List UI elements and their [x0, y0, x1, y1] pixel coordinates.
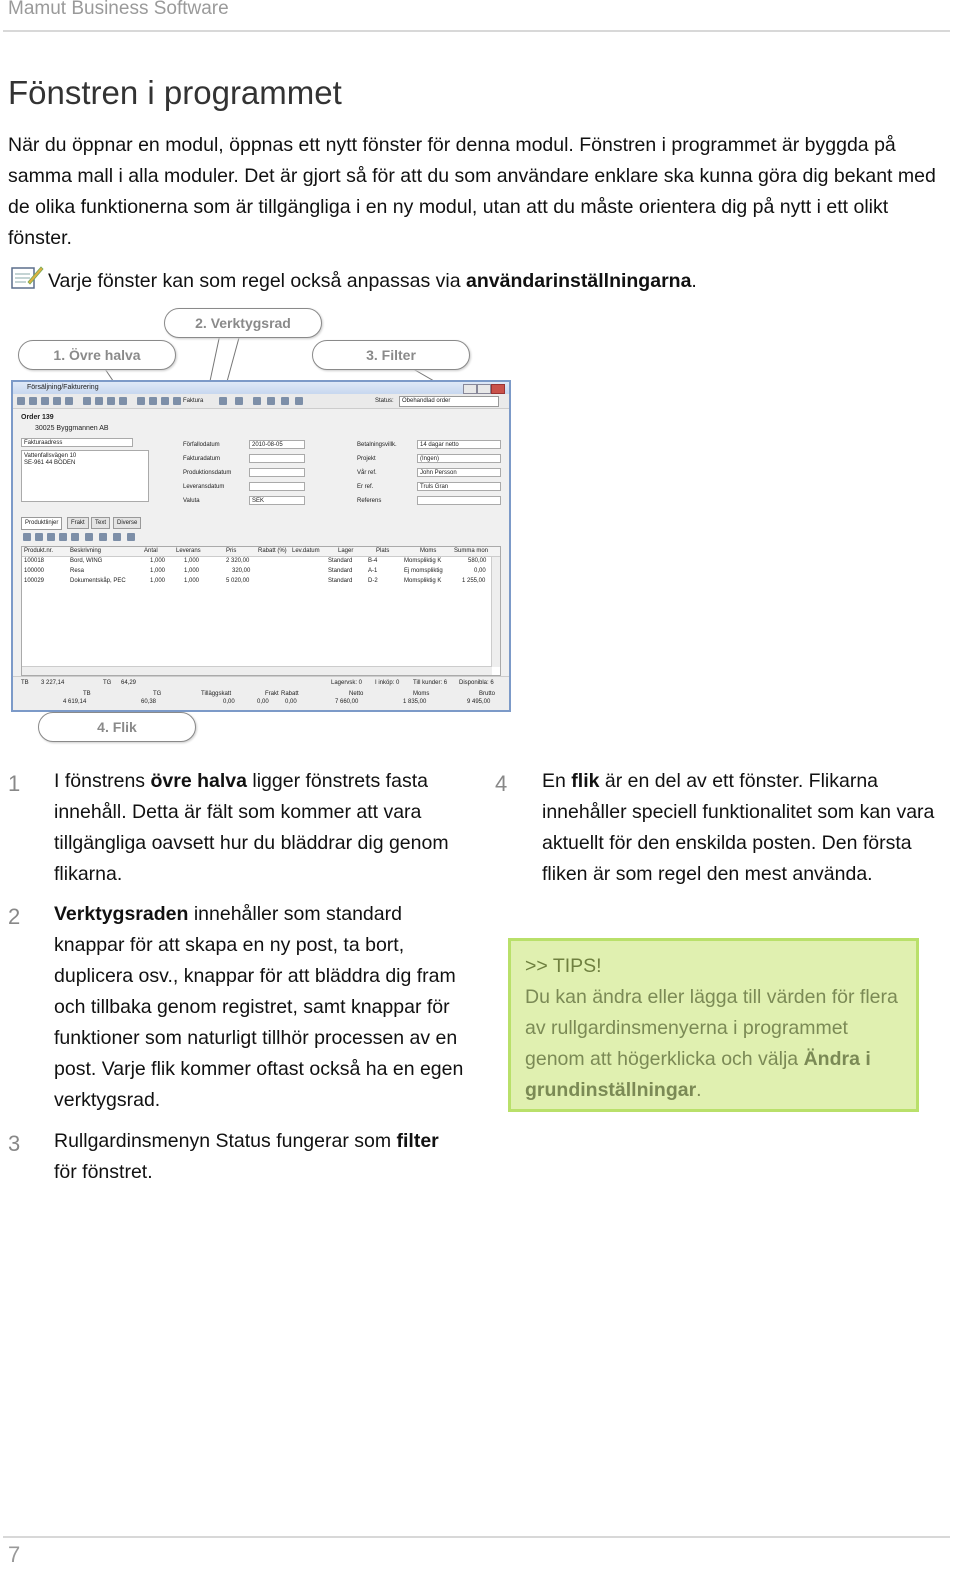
tab-misc[interactable]: Diverse	[113, 517, 141, 529]
email-icon[interactable]	[161, 397, 169, 405]
column-header[interactable]: Pris	[226, 548, 237, 554]
faktura-button[interactable]: Faktura	[183, 398, 204, 404]
project-label: Projekt	[357, 456, 376, 462]
window-toolbar	[13, 394, 509, 409]
tab-options-icon[interactable]	[113, 533, 121, 541]
callout-toolbar: 2. Verktygsrad	[164, 308, 322, 338]
next-record-icon[interactable]	[107, 397, 115, 405]
production-date-field[interactable]	[249, 468, 305, 477]
total-value: 1 835,00	[403, 699, 427, 705]
tab-menu-icon[interactable]	[127, 533, 135, 541]
address-line-1: Vattenfallsvägen 10	[24, 453, 77, 459]
tab-tools-icon[interactable]	[99, 533, 107, 541]
production-date-label: Produktionsdatum	[183, 470, 232, 476]
tips-title: >> TIPS!	[525, 955, 602, 977]
tool-icon[interactable]	[219, 397, 227, 405]
total-value: 9 495,00	[467, 699, 491, 705]
delete-icon[interactable]	[53, 397, 61, 405]
save-close-icon[interactable]	[41, 397, 49, 405]
total-label: Moms	[413, 691, 430, 697]
summary-value: 64,29	[121, 680, 137, 686]
intro-paragraph: När du öppnar en modul, öppnas ett nytt fönster för denna modul. Fönstren i programmet är byggda på samma mall i alla moduler. Det är gjort så för att du som användare enklare ska kunna göra dig bekant med de olika funktionerna som är tillgängliga i en ny modul, utan att du måste orientera dig på nytt i ett olikt fönster.	[8, 134, 936, 249]
summary-label: TB	[21, 680, 29, 686]
column-header[interactable]: Summa mon	[454, 548, 489, 554]
window-screenshot-figure	[8, 304, 518, 744]
note-text: Varje fönster kan som regel också anpassas via användarinställningarna.	[48, 270, 697, 292]
explanation-upper-half: I fönstrens övre halva ligger fönstrets fasta innehåll. Detta är fält som kommer att vara tillgängliga oavsett hur du bläddrar dig genom flikarna.	[54, 770, 449, 885]
last-record-icon[interactable]	[119, 397, 127, 405]
note-icon	[10, 262, 44, 292]
total-value: 4 619,14	[63, 699, 87, 705]
due-date-label: Förfallodatum	[183, 442, 220, 448]
address-box[interactable]	[21, 450, 149, 502]
summary-label: TG	[103, 680, 112, 686]
total-label: Brutto	[479, 691, 496, 697]
tab-freight[interactable]: Frakt	[67, 517, 89, 529]
total-label: TB	[83, 691, 91, 697]
callout-filter: 3. Filter	[312, 340, 470, 370]
item-number: 2	[8, 904, 21, 929]
delivery-date-field[interactable]	[249, 482, 305, 491]
save-icon[interactable]	[29, 397, 37, 405]
tab-delete-icon[interactable]	[71, 533, 79, 541]
tab-new-icon[interactable]	[23, 533, 31, 541]
status-filter-select[interactable]	[399, 396, 499, 407]
our-ref-label: Vår ref.	[357, 470, 377, 476]
window-summary-bar	[13, 676, 509, 711]
total-label: Frakt	[265, 691, 279, 697]
your-ref-label: Er ref.	[357, 484, 374, 490]
column-header[interactable]: Lager	[338, 548, 354, 554]
payment-terms-label: Betalningsvillk.	[357, 442, 397, 448]
info-icon[interactable]	[295, 397, 303, 405]
reference-label: Referens	[357, 498, 382, 504]
reference-field[interactable]	[417, 496, 501, 505]
total-value: 7 660,00	[335, 699, 359, 705]
column-header[interactable]: Produkt.nr.	[24, 548, 54, 554]
project-field[interactable]: (Ingen)	[417, 454, 501, 463]
total-value: 0,00	[257, 699, 269, 705]
delivery-date-label: Leveransdatum	[183, 484, 225, 490]
column-header[interactable]: Leverans	[176, 548, 201, 554]
column-header[interactable]: Plats	[376, 548, 390, 554]
invoice-date-label: Fakturadatum	[183, 456, 221, 462]
tips-text: Du kan ändra eller lägga till värden för flera av rullgardinsmenyerna i programmet genom att högerklicka och välja Ändra i grundinställningar.	[525, 986, 898, 1101]
first-record-icon[interactable]	[83, 397, 91, 405]
status-label: Status:	[375, 398, 394, 404]
tab-edit-icon[interactable]	[47, 533, 55, 541]
summary-label: Disponibla: 6	[459, 680, 494, 686]
minimize-icon[interactable]	[463, 384, 477, 394]
our-ref-field[interactable]: John Persson	[417, 468, 501, 477]
currency-field[interactable]: SEK	[249, 496, 305, 505]
address-type-select[interactable]: Fakturaadress	[21, 438, 133, 447]
your-ref-field[interactable]: Truls Gran	[417, 482, 501, 491]
window-title: Försäljning/Fakturering	[27, 384, 99, 391]
item-number: 3	[8, 1131, 21, 1156]
tab-text[interactable]: Text	[91, 517, 110, 529]
preview-icon[interactable]	[149, 397, 157, 405]
due-date-field[interactable]: 2010-08-05	[249, 440, 305, 449]
explanation-tab: En flik är en del av ett fönster. Flikarna innehåller speciell funktionalitet som kan vara aktuellt för den enskilda posten. Den första fliken är som regel den mest använda.	[542, 770, 935, 885]
summary-value: 3 227,14	[41, 680, 65, 686]
options-icon[interactable]	[253, 397, 261, 405]
column-header[interactable]: Antal	[144, 548, 158, 554]
item-number: 4	[495, 771, 508, 796]
total-label: TG	[153, 691, 162, 697]
page-title: Fönstren i programmet	[8, 74, 342, 111]
horizontal-scrollbar[interactable]	[22, 666, 492, 675]
window-titlebar	[13, 382, 509, 394]
invoice-date-field[interactable]	[249, 454, 305, 463]
help-icon[interactable]	[281, 397, 289, 405]
tips-box	[508, 938, 919, 1112]
settings-icon[interactable]	[267, 397, 275, 405]
product-lines-table	[21, 546, 501, 676]
summary-label: I inköp: 0	[375, 680, 400, 686]
order-number: Order 139	[21, 414, 54, 421]
summary-label: Till kunder: 6	[413, 680, 448, 686]
callout-upper-half: 1. Övre halva	[18, 340, 176, 370]
total-label: Rabatt	[281, 691, 299, 697]
item-number: 1	[8, 771, 21, 796]
tab-toolbar	[21, 530, 499, 542]
table-row[interactable]: 100000 Resa 1,000 1,000 320,00 Standard A-1 Ej momspliktig 0,00	[24, 568, 486, 574]
table-row[interactable]: 100029 Dokumentskåp, PEC 1,000 1,000 5 020,00 Standard D-2 Momspliktig K 1 255,00	[24, 578, 486, 584]
customer-name: 30025 Byggmannen AB	[35, 425, 109, 432]
column-header[interactable]: Moms	[420, 548, 437, 554]
address-line-2: SE-961 44 BODEN	[24, 460, 76, 466]
column-header[interactable]: Rabatt (%)	[258, 548, 287, 554]
header-divider	[3, 30, 950, 32]
payment-terms-field[interactable]: 14 dagar netto	[417, 440, 501, 449]
vertical-scrollbar[interactable]	[491, 557, 500, 667]
new-icon[interactable]	[17, 397, 25, 405]
footer-divider	[3, 1536, 950, 1538]
column-header[interactable]: Lev.datum	[292, 548, 320, 554]
print-icon[interactable]	[137, 397, 145, 405]
search-icon[interactable]	[65, 397, 73, 405]
total-label: Tilläggskatt	[201, 691, 232, 697]
tab-copy-icon[interactable]	[59, 533, 67, 541]
running-header: Mamut Business Software	[8, 0, 229, 19]
page-number: 7	[8, 1542, 21, 1567]
table-row[interactable]: 100018 Bord, WING 1,000 1,000 2 320,00 Standard B-4 Momspliktig K 580,00	[24, 558, 487, 564]
table-header	[22, 547, 500, 557]
status-filter-value: Obehandlad order	[402, 398, 451, 404]
total-value: 0,00	[223, 699, 235, 705]
column-header[interactable]: Beskrivning	[70, 548, 102, 554]
app-window	[11, 380, 511, 712]
explanation-filter: Rullgardinsmenyn Status fungerar som filter för fönstret.	[54, 1130, 439, 1183]
currency-label: Valuta	[183, 498, 200, 504]
total-label: Netto	[349, 691, 364, 697]
total-value: 60,38	[141, 699, 157, 705]
explanation-toolbar: Verktygsraden innehåller som standard knappar för att skapa en ny post, ta bort, duplicera osv., knappar för att bläddra dig fram och tillbaka genom registret, samt knappar för funktioner som naturligt tillhör processen av en post. Varje flik kommer oftast också ha en egen verktygsrad.	[54, 903, 464, 1111]
tab-product-lines[interactable]: Produktlinjer	[21, 517, 62, 530]
previous-record-icon[interactable]	[95, 397, 103, 405]
total-value: 0,00	[285, 699, 297, 705]
summary-label: Lagervsk: 0	[331, 680, 363, 686]
faktura-icon[interactable]	[173, 397, 181, 405]
tab-save-icon[interactable]	[35, 533, 43, 541]
close-icon[interactable]	[491, 384, 505, 394]
callout-tab: 4. Flik	[38, 712, 196, 742]
calculator-icon[interactable]	[235, 397, 243, 405]
maximize-icon[interactable]	[477, 384, 491, 394]
tab-sum-icon[interactable]	[85, 533, 93, 541]
